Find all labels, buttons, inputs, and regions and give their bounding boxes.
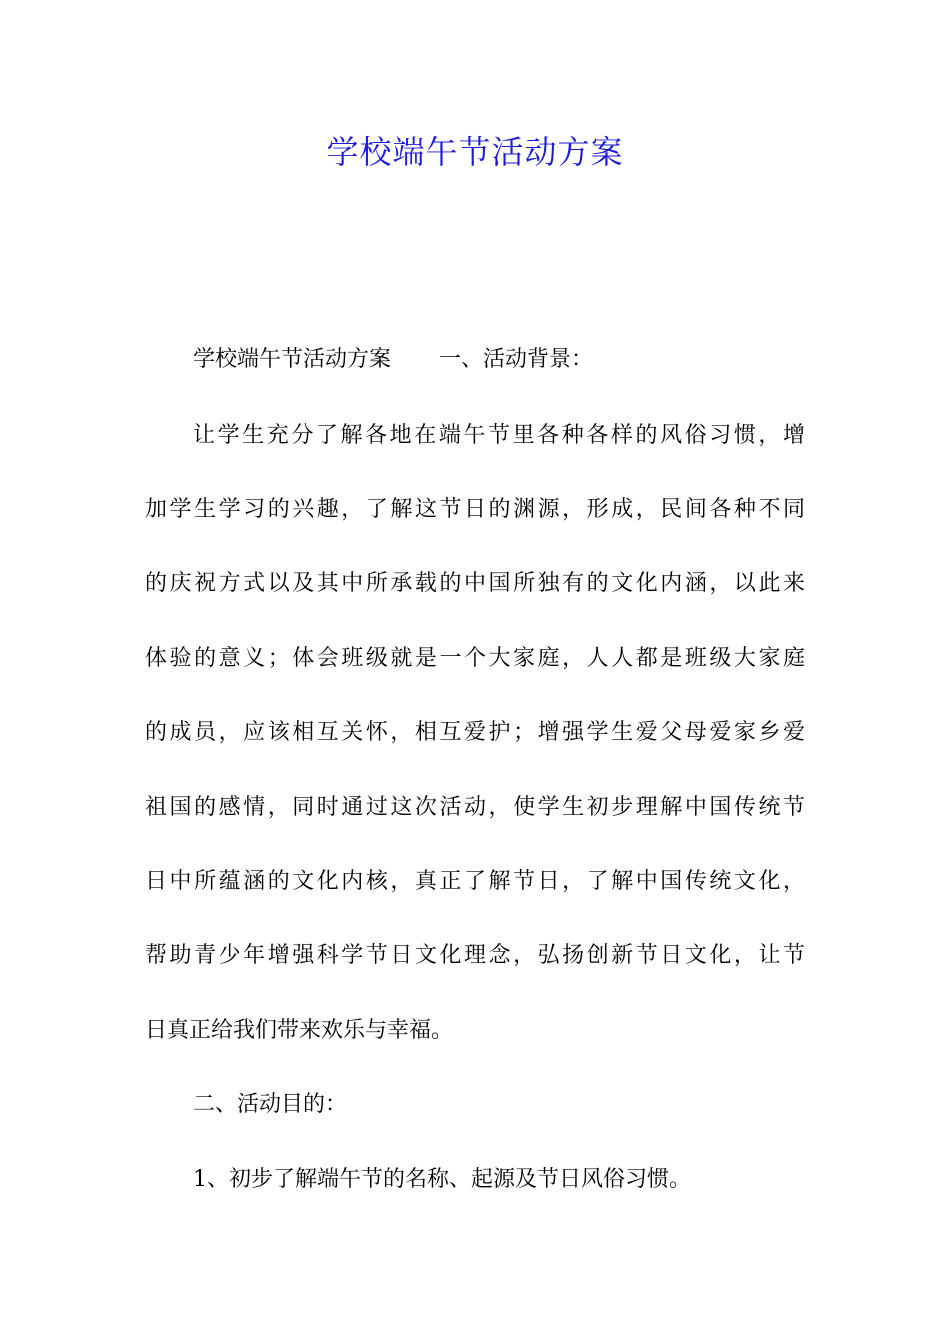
paragraph-line: 日中所蕴涵的文化内核，真正了解节日，了解中国传统文化，: [145, 869, 805, 894]
section2-heading: 二、活动目的：: [193, 1092, 348, 1117]
intro-line: [145, 345, 805, 375]
paragraph-line: 帮助青少年增强科学节日文化理念，弘扬创新节日文化，让节: [145, 943, 805, 968]
intro-heading-left: 学校端午节活动方案: [193, 347, 392, 372]
paragraph-line: 让学生充分了解各地在端午节里各种各样的风俗习惯，增: [193, 423, 805, 448]
paragraph-line: 体验的意义；体会班级就是一个大家庭，人人都是班级大家庭: [145, 646, 805, 671]
list-item-1: 1、初步了解端午节的名称、起源及节日风俗习惯。: [193, 1167, 691, 1192]
paragraph-line: 祖国的感情，同时通过这次活动，使学生初步理解中国传统节: [145, 795, 805, 820]
paragraph-line: 的成员，应该相互关怀，相互爱护；增强学生爱父母爱家乡爱: [145, 720, 805, 745]
document-title: 学校端午节活动方案: [326, 133, 624, 171]
paragraph-line: 的庆祝方式以及其中所承载的中国所独有的文化内涵，以此来: [145, 571, 805, 596]
section1-heading: 一、活动背景：: [439, 347, 594, 372]
paragraph-line: 日真正给我们带来欢乐与幸福。: [145, 1018, 454, 1043]
paragraph-line: 加学生学习的兴趣，了解这节日的渊源，形成，民间各种不同: [145, 497, 805, 522]
